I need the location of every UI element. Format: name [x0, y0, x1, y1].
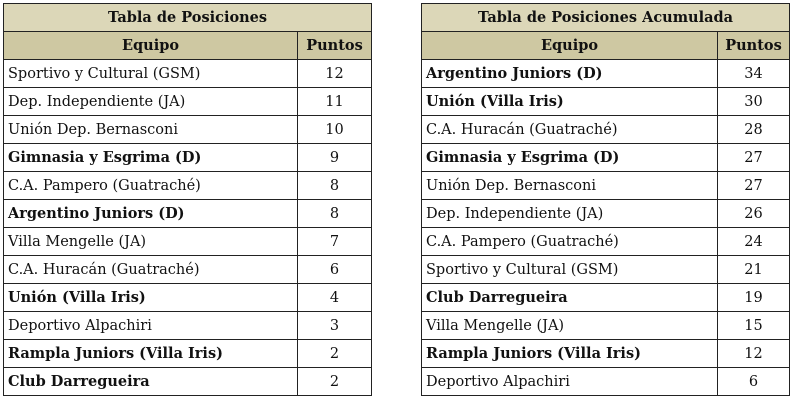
team-points: 15 [718, 312, 790, 340]
team-name: C.A. Huracán (Guatraché) [4, 256, 298, 284]
team-name: Club Darregueira [422, 284, 718, 312]
table-row [422, 284, 790, 312]
team-points: 6 [298, 256, 372, 284]
table-row [4, 116, 372, 144]
team-name: C.A. Huracán (Guatraché) [422, 116, 718, 144]
team-points: 4 [298, 284, 372, 312]
table-row [422, 200, 790, 228]
table-row [422, 312, 790, 340]
team-name: Sportivo y Cultural (GSM) [4, 60, 298, 88]
table-row [4, 144, 372, 172]
table-row [4, 172, 372, 200]
team-points: 10 [298, 116, 372, 144]
team-points: 8 [298, 172, 372, 200]
team-name: Unión (Villa Iris) [4, 284, 298, 312]
table-row [422, 256, 790, 284]
table-row [4, 200, 372, 228]
team-name: Deportivo Alpachiri [4, 312, 298, 340]
team-points: 12 [718, 340, 790, 368]
table-row [4, 228, 372, 256]
team-points: 21 [718, 256, 790, 284]
team-points: 3 [298, 312, 372, 340]
team-points: 28 [718, 116, 790, 144]
team-column-header: Equipo [422, 32, 718, 60]
team-name: Unión (Villa Iris) [422, 88, 718, 116]
team-points: 11 [298, 88, 372, 116]
team-column-header: Equipo [4, 32, 298, 60]
points-column-header: Puntos [718, 32, 790, 60]
team-points: 34 [718, 60, 790, 88]
table-row [422, 116, 790, 144]
team-name: Club Darregueira [4, 368, 298, 396]
team-name: Rampla Juniors (Villa Iris) [422, 340, 718, 368]
table-row [4, 88, 372, 116]
table-row [422, 228, 790, 256]
points-column-header: Puntos [298, 32, 372, 60]
team-points: 30 [718, 88, 790, 116]
team-points: 7 [298, 228, 372, 256]
team-points: 2 [298, 340, 372, 368]
team-points: 12 [298, 60, 372, 88]
team-name: Deportivo Alpachiri [422, 368, 718, 396]
standings-table [3, 3, 372, 396]
team-points: 2 [298, 368, 372, 396]
table-row [422, 144, 790, 172]
table-row [422, 172, 790, 200]
table-row [422, 368, 790, 396]
team-name: Rampla Juniors (Villa Iris) [4, 340, 298, 368]
standings-title: Tabla de Posiciones [4, 4, 372, 32]
team-name: Gimnasia y Esgrima (D) [422, 144, 718, 172]
team-points: 26 [718, 200, 790, 228]
table-row [4, 340, 372, 368]
team-name: Argentino Juniors (D) [4, 200, 298, 228]
team-points: 24 [718, 228, 790, 256]
cumulative-standings-title: Tabla de Posiciones Acumulada [422, 4, 790, 32]
team-name: C.A. Pampero (Guatraché) [422, 228, 718, 256]
team-name: Unión Dep. Bernasconi [422, 172, 718, 200]
team-name: Villa Mengelle (JA) [422, 312, 718, 340]
team-points: 6 [718, 368, 790, 396]
team-name: Dep. Independiente (JA) [422, 200, 718, 228]
team-name: C.A. Pampero (Guatraché) [4, 172, 298, 200]
team-points: 27 [718, 144, 790, 172]
team-points: 9 [298, 144, 372, 172]
table-row [4, 284, 372, 312]
team-points: 27 [718, 172, 790, 200]
team-points: 19 [718, 284, 790, 312]
team-name: Villa Mengelle (JA) [4, 228, 298, 256]
team-name: Dep. Independiente (JA) [4, 88, 298, 116]
table-row [422, 60, 790, 88]
team-points: 8 [298, 200, 372, 228]
table-row [4, 368, 372, 396]
table-row [4, 312, 372, 340]
table-row [4, 60, 372, 88]
cumulative-standings-table [421, 3, 790, 396]
team-name: Unión Dep. Bernasconi [4, 116, 298, 144]
team-name: Gimnasia y Esgrima (D) [4, 144, 298, 172]
cumulative-standings-body [422, 60, 790, 396]
standings-body [4, 60, 372, 396]
table-row [422, 88, 790, 116]
table-row [422, 340, 790, 368]
team-name: Sportivo y Cultural (GSM) [422, 256, 718, 284]
table-row [4, 256, 372, 284]
team-name: Argentino Juniors (D) [422, 60, 718, 88]
